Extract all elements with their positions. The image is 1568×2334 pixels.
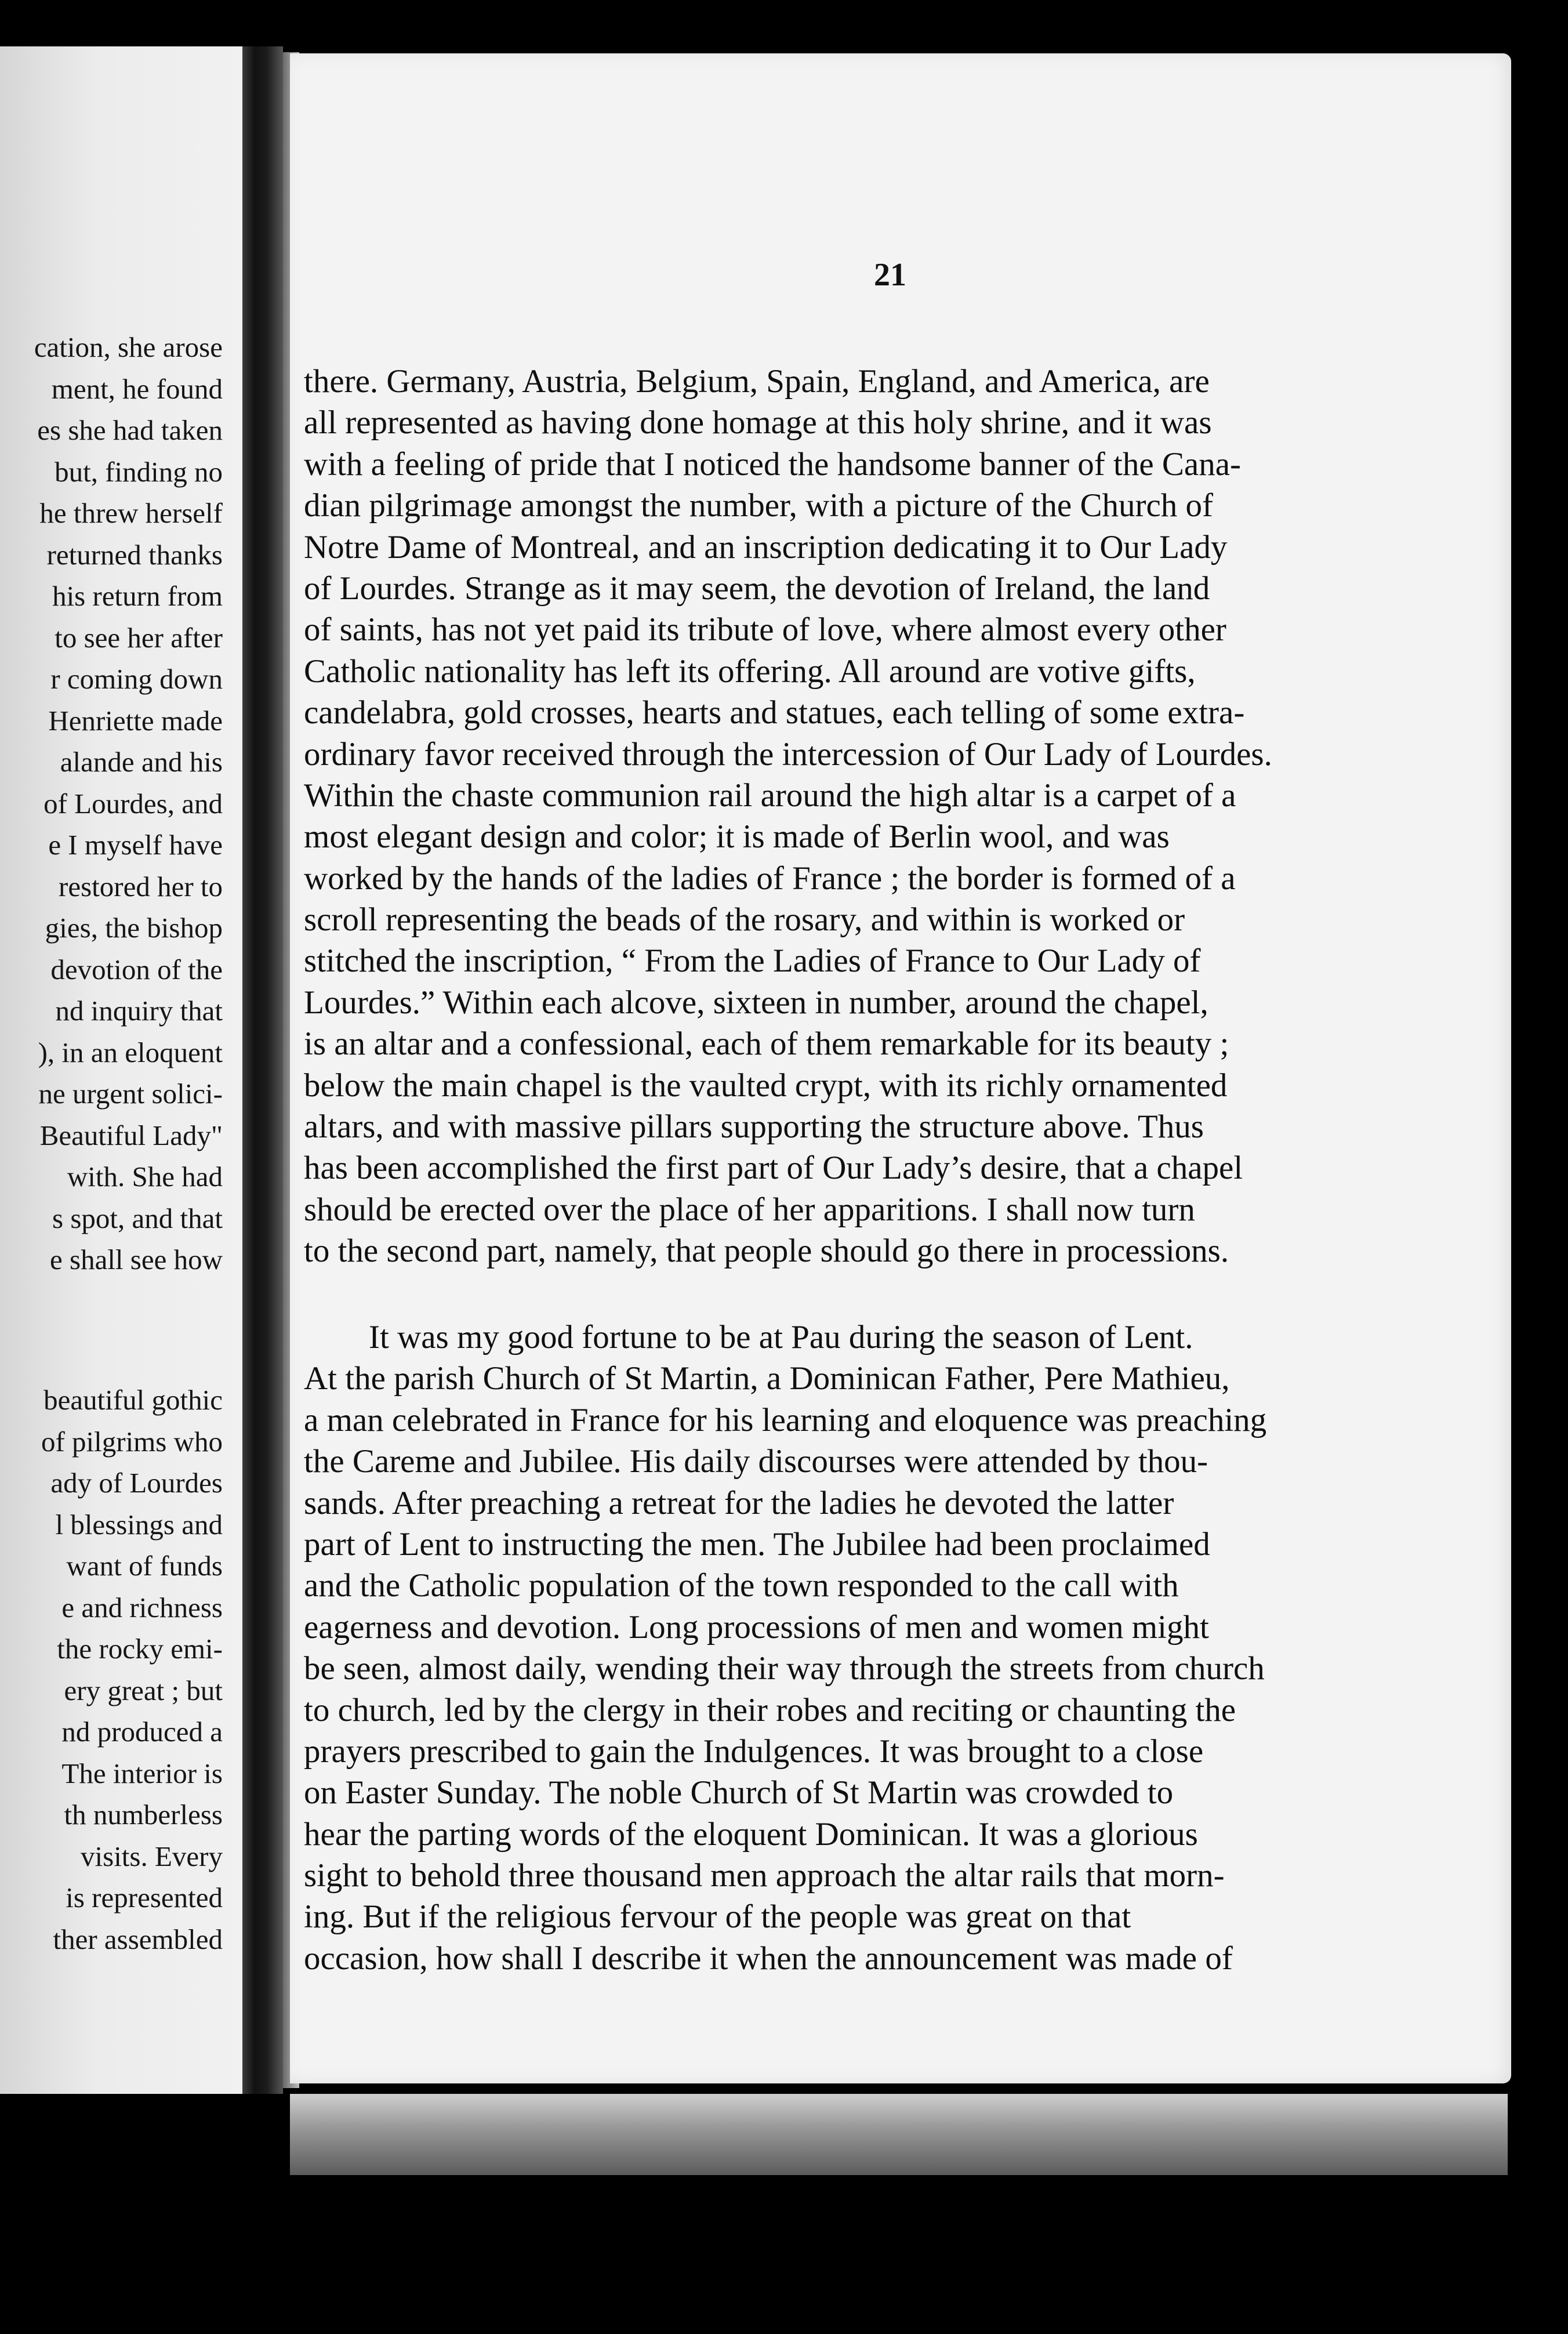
facing-page-line: but, finding no xyxy=(55,455,223,488)
facing-page-line: Beautiful Lady" xyxy=(39,1119,223,1151)
text-line: be seen, almost daily, wending their way through the streets from church xyxy=(304,1650,1265,1687)
text-line: a man celebrated in France for his learning and eloquence was preaching xyxy=(304,1401,1267,1438)
facing-page-line: alande and his xyxy=(60,746,223,778)
text-line: is an altar and a confessional, each of them remarkable for its beauty ; xyxy=(304,1025,1229,1063)
facing-page-line: cation, she arose xyxy=(34,331,223,363)
facing-page-line: to see her after xyxy=(55,621,223,654)
facing-page-line: devotion of the xyxy=(50,953,223,985)
text-line: scroll representing the beads of the rosary, and within is worked or xyxy=(304,901,1185,938)
text-line: there. Germany, Austria, Belgium, Spain, England, and America, are xyxy=(304,363,1210,400)
text-line: to the second part, namely, that people should go there in processions. xyxy=(304,1233,1229,1270)
text-line: altars, and with massive pillars supporting the structure above. Thus xyxy=(304,1108,1204,1146)
text-line: ordinary favor received through the intercession of Our Lady of Lourdes. xyxy=(304,735,1272,773)
page-number: 21 xyxy=(874,257,906,293)
facing-page-line: ther assembled xyxy=(53,1923,223,1955)
text-line: and the Catholic population of the town responded to the call with xyxy=(304,1567,1179,1604)
scan-bottom-edge xyxy=(290,2094,1508,2175)
text-line: sands. After preaching a retreat for the ladies he devoted the latter xyxy=(304,1484,1174,1521)
facing-page-line: es she had taken xyxy=(37,414,223,446)
text-line: has been accomplished the first part of Our Lady’s desire, that a chapel xyxy=(304,1150,1243,1187)
facing-page-line: nd inquiry that xyxy=(55,995,223,1027)
text-line: dian pilgrimage amongst the number, with a picture of the Church of xyxy=(304,487,1213,524)
facing-page-text-lower xyxy=(41,1379,223,1960)
facing-page-line: ment, he found xyxy=(51,372,223,405)
facing-page-line: ne urgent solici- xyxy=(38,1078,223,1110)
facing-page-line: of pilgrims who xyxy=(41,1425,223,1458)
facing-page-line: The interior is xyxy=(61,1757,223,1789)
facing-page-line: of Lourdes, and xyxy=(43,787,223,820)
facing-page-line: his return from xyxy=(52,580,223,612)
facing-page xyxy=(0,46,244,2094)
facing-page-line: ery great ; but xyxy=(64,1674,223,1706)
paragraph-1 xyxy=(304,361,1301,1272)
text-line: the Careme and Jubilee. His daily discourses were attended by thou- xyxy=(304,1443,1208,1480)
text-line: hear the parting words of the eloquent Dominican. It was a glorious xyxy=(304,1815,1198,1853)
text-line: ing. But if the religious fervour of the people was great on that xyxy=(304,1898,1131,1936)
text-line: It was my good fortune to be at Pau during the season of Lent. xyxy=(369,1319,1193,1356)
text-line: with a feeling of pride that I noticed the handsome banner of the Cana- xyxy=(304,445,1242,483)
text-line: on Easter Sunday. The noble Church of St Martin was crowded to xyxy=(304,1774,1174,1811)
text-line: most elegant design and color; it is made of Berlin wool, and was xyxy=(304,818,1170,856)
facing-page-line: Henriette made xyxy=(48,704,223,737)
facing-page-line: e I myself have xyxy=(48,829,223,861)
facing-page-line: with. She had xyxy=(67,1161,223,1193)
facing-page-line: gies, the bishop xyxy=(45,912,223,944)
facing-page-line: e and richness xyxy=(61,1591,223,1623)
text-line: below the main chapel is the vaulted crypt, with its richly ornamented xyxy=(304,1067,1228,1104)
facing-page-line: the rocky emi- xyxy=(57,1633,223,1665)
facing-page-line: r coming down xyxy=(50,663,223,695)
text-line: worked by the hands of the ladies of France ; the border is formed of a xyxy=(304,860,1236,897)
text-line: to church, led by the clergy in their robes and reciting or chaunting the xyxy=(304,1691,1236,1728)
text-line: At the parish Church of St Martin, a Dominican Father, Pere Mathieu, xyxy=(304,1360,1230,1397)
facing-page-line: visits. Every xyxy=(81,1840,223,1872)
facing-page-text-upper xyxy=(34,327,223,1281)
facing-page-line: th numberless xyxy=(64,1799,223,1831)
book-gutter xyxy=(242,46,283,2094)
facing-page-line: want of funds xyxy=(66,1550,223,1582)
facing-page-line: restored her to xyxy=(59,870,223,903)
text-line: occasion, how shall I describe it when the announcement was made of xyxy=(304,1940,1233,1977)
text-line: should be erected over the place of her apparitions. I shall now turn xyxy=(304,1191,1195,1228)
text-line: of saints, has not yet paid its tribute of love, where almost every other xyxy=(304,611,1226,648)
facing-page-line: he threw herself xyxy=(39,497,223,529)
text-line: all represented as having done homage at this holy shrine, and it was xyxy=(304,404,1212,441)
text-line: Catholic nationality has left its offering. All around are votive gifts, xyxy=(304,653,1196,690)
facing-page-line: is represented xyxy=(66,1882,223,1913)
facing-page-line: ady of Lourdes xyxy=(50,1467,223,1499)
text-line: Lourdes.” Within each alcove, sixteen in number, around the chapel, xyxy=(304,984,1208,1021)
main-page xyxy=(290,53,1511,2083)
facing-page-line: beautiful gothic xyxy=(43,1384,223,1416)
facing-page-line: s spot, and that xyxy=(52,1202,223,1234)
text-line: candelabra, gold crosses, hearts and statues, each telling of some extra- xyxy=(304,694,1245,731)
facing-page-line: nd produced a xyxy=(61,1716,223,1748)
facing-page-line: returned thanks xyxy=(46,538,223,571)
facing-page-line: e shall see how xyxy=(50,1244,223,1275)
text-line: Within the chaste communion rail around the high altar is a carpet of a xyxy=(304,777,1236,814)
text-line: sight to behold three thousand men approach the altar rails that morn- xyxy=(304,1857,1225,1894)
text-line: eagerness and devotion. Long processions of men and women might xyxy=(304,1608,1209,1646)
text-line: stitched the inscription, “ From the Ladies of France to Our Lady of xyxy=(304,943,1201,980)
facing-page-line: ), in an eloquent xyxy=(38,1036,223,1068)
text-line: of Lourdes. Strange as it may seem, the devotion of Ireland, the land xyxy=(304,570,1210,607)
text-line: Notre Dame of Montreal, and an inscription dedicating it to Our Lady xyxy=(304,528,1228,566)
facing-page-line: l blessings and xyxy=(55,1508,223,1541)
text-line: part of Lent to instructing the men. The Jubilee had been proclaimed xyxy=(304,1525,1210,1563)
paragraph-2 xyxy=(304,1317,1301,1979)
text-line: prayers prescribed to gain the Indulgences. It was brought to a close xyxy=(304,1733,1204,1770)
